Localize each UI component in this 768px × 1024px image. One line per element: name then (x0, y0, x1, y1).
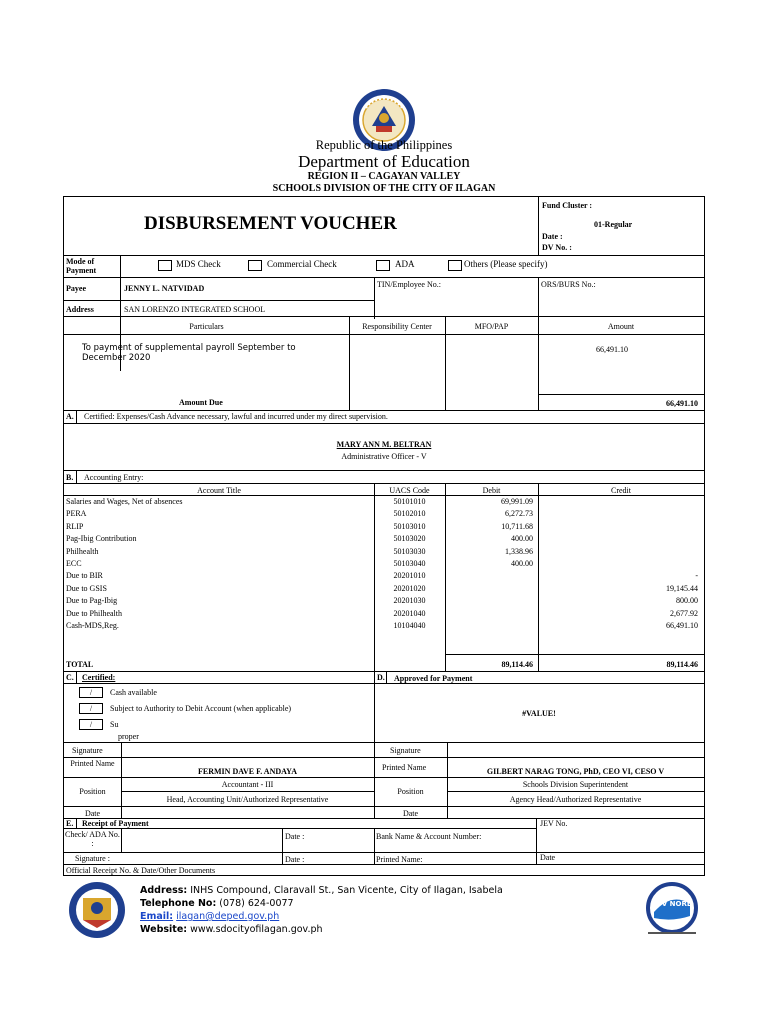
credit-header: Credit (611, 486, 631, 495)
section-a-letter: A. (66, 412, 74, 421)
payee-label: Payee (66, 284, 86, 293)
others-label: Others (Please specify) (464, 259, 548, 269)
section-d-position-label: Position (397, 787, 424, 796)
footer-email-link[interactable]: ilagan@deped.gov.ph (176, 911, 280, 922)
fund-cluster-value: 01-Regular (594, 220, 633, 229)
section-a-signatory-name: MARY ANN M. BELTRAN (336, 440, 432, 449)
division-text: SCHOOLS DIVISION OF THE CITY OF ILAGAN (272, 183, 496, 194)
section-a-certification: Certified: Expenses/Cash Advance necessary, lawful and incurred under my direct supervision. (84, 412, 388, 421)
uacs-code-cell: 50103040 (393, 559, 426, 568)
particulars-line-2: December 2020 (82, 353, 151, 363)
footer-telephone-label: Telephone No: (140, 898, 217, 909)
account-title-cell: Due to Pag-Ibig (66, 596, 118, 606)
amount-due-label: Amount Due (179, 398, 223, 407)
debit-cell: 1,338.96 (505, 546, 533, 556)
particulars-amount: 66,491.10 (596, 345, 628, 354)
section-e-signature-label: Signature : (75, 854, 110, 863)
account-title-cell: RLIP (66, 521, 84, 531)
footer-email (140, 910, 279, 923)
authority-to-debit-checkbox[interactable]: / (79, 703, 103, 714)
section-d-date-label: Date (402, 809, 419, 818)
tuv-nord-logo-text: TÜV NORD (651, 900, 693, 908)
cash-available-label: Cash available (110, 688, 157, 697)
section-c-printed-name-label: Printed Name (70, 759, 115, 768)
responsibility-center-header: Responsibility Center (362, 322, 432, 331)
republic-text: Republic of the Philippines (315, 138, 453, 152)
footer-website (140, 923, 323, 936)
others-checkbox[interactable] (448, 260, 462, 271)
section-d-letter: D. (377, 673, 385, 682)
account-title-cell: Due to BIR (66, 571, 103, 581)
supporting-documents-label: Su (110, 720, 119, 729)
account-title-cell: Salaries and Wages, Net of absences (66, 497, 183, 506)
amount-header: Amount (607, 322, 635, 331)
department-title: Department of Education (298, 152, 470, 171)
disbursement-voucher-form (63, 196, 705, 876)
supporting-documents-checkbox[interactable]: / (79, 719, 103, 730)
fund-cluster-label: Fund Cluster : (542, 201, 593, 210)
mds-check-checkbox[interactable] (158, 260, 172, 271)
debit-cell: 69,991.09 (501, 497, 533, 506)
section-e-letter: E. (66, 819, 74, 828)
mfo-pap-header: MFO/PAP (474, 322, 509, 331)
section-e-printed-name-label: Printed Name: (376, 855, 423, 864)
section-d-position-1: Schools Division Superintendent (522, 780, 629, 789)
uacs-code-cell: 50102010 (393, 509, 426, 519)
debit-cell: 6,272.73 (505, 509, 533, 519)
division-logo (62, 880, 132, 940)
credit-cell: 66,491.10 (666, 621, 698, 630)
ors-burs-label: ORS/BURS No.: (541, 280, 596, 289)
approval-value-error: #VALUE! (522, 709, 556, 718)
footer-website-link[interactable]: www.sdocityofilagan.gov.ph (190, 924, 323, 935)
footer-telephone (140, 897, 294, 910)
account-title-cell: Philhealth (66, 546, 99, 556)
cash-available-checkbox[interactable]: / (79, 687, 103, 698)
uacs-code-cell: 20201010 (393, 571, 426, 581)
footer-address (140, 884, 503, 897)
authority-to-debit-label: Subject to Authority to Debit Account (when applicable) (110, 704, 292, 713)
check-ada-no-label: Check/ ADA No. : (65, 830, 120, 848)
credit-cell: 2,677.92 (670, 608, 698, 618)
uacs-code-cell: 50103020 (393, 534, 426, 544)
credit-cell: - (695, 571, 698, 581)
uacs-code-header: UACS Code (389, 486, 430, 495)
section-b-letter: B. (66, 473, 74, 482)
section-c-position-label: Position (79, 787, 106, 796)
commercial-check-checkbox[interactable] (248, 260, 262, 271)
supporting-documents-proper: proper (118, 732, 139, 741)
uacs-code-cell: 50101010 (393, 497, 426, 506)
section-e-label: Receipt of Payment (82, 819, 149, 828)
uacs-code-cell: 10104040 (393, 621, 426, 630)
footer-address-label: Address: (140, 885, 188, 896)
section-a-signatory-position: Administrative Officer - V (341, 452, 427, 461)
tin-label: TIN/Employee No.: (377, 280, 441, 289)
credit-cell: 800.00 (676, 596, 698, 606)
date-label: Date : (542, 232, 563, 241)
bank-account-label: Bank Name & Account Number: (376, 832, 482, 841)
dv-no-label: DV No. : (542, 243, 572, 252)
uacs-code-cell: 50103010 (393, 521, 426, 531)
debit-cell: 400.00 (511, 534, 533, 544)
account-title-header: Account Title (197, 486, 241, 495)
footer-address-value: INHS Compound, Claravall St., San Vicente, City of Ilagan, Isabela (190, 885, 503, 896)
section-e-date-label-2: Date : (285, 855, 305, 864)
section-e-date2-label: Date (540, 853, 556, 862)
footer-email-label: Email: (140, 911, 174, 922)
account-title-cell: Cash-MDS,Reg. (66, 621, 119, 630)
uacs-code-cell: 20201040 (393, 608, 426, 618)
section-c-label: Certified: (82, 673, 116, 682)
mode-of-payment-label: Mode of Payment (66, 257, 97, 275)
particulars-header: Particulars (189, 322, 224, 331)
section-c-date-label: Date (84, 809, 101, 818)
account-title-cell: ECC (66, 559, 82, 568)
section-c-letter: C. (66, 673, 74, 682)
section-c-position-1: Accountant - III (221, 780, 274, 789)
credit-cell: 19,145.44 (666, 583, 698, 593)
mds-check-label: MDS Check (176, 259, 221, 269)
account-title-cell: Due to Philhealth (66, 608, 122, 618)
section-d-position-2: Agency Head/Authorized Representative (509, 795, 642, 804)
uacs-code-cell: 20201020 (393, 583, 426, 593)
uacs-code-cell: 50103030 (393, 546, 426, 556)
footer-website-label: Website: (140, 924, 188, 935)
section-d-printed-name-label: Printed Name (382, 763, 427, 772)
region-text: REGION II – CAGAYAN VALLEY (307, 171, 461, 182)
account-title-cell: PERA (66, 509, 87, 519)
debit-cell: 400.00 (511, 559, 533, 568)
voucher-title: DISBURSEMENT VOUCHER (144, 213, 397, 234)
address-value: SAN LORENZO INTEGRATED SCHOOL (124, 305, 266, 314)
address-label: Address (66, 305, 94, 314)
amount-due-value: 66,491.10 (666, 399, 698, 408)
section-d-printed-name: GILBERT NARAG TONG, PhD, CEO VI, CESO V (486, 767, 665, 776)
jev-no-label: JEV No. (540, 819, 568, 828)
ada-checkbox[interactable] (376, 260, 390, 271)
section-c-signature-label: Signature (72, 746, 103, 755)
section-e-date-label: Date : (285, 832, 305, 841)
ada-label: ADA (395, 259, 415, 269)
account-title-cell: Pag-Ibig Contribution (66, 534, 137, 544)
section-d-signature-label: Signature (390, 746, 421, 755)
section-c-printed-name: FERMIN DAVE F. ANDAYA (198, 767, 297, 776)
account-title-cell: Due to GSIS (66, 583, 107, 593)
section-c-position-2: Head, Accounting Unit/Authorized Representative (166, 795, 329, 804)
debit-header: Debit (482, 486, 501, 495)
total-label: TOTAL (66, 660, 94, 669)
section-d-label: Approved for Payment (394, 674, 473, 683)
footer-telephone-value: (078) 624-0077 (219, 898, 294, 909)
commercial-check-label: Commercial Check (267, 259, 337, 269)
payee-value: JENNY L. NATVIDAD (124, 284, 205, 293)
particulars-line-1: To payment of supplemental payroll September to (82, 343, 296, 353)
section-b-label: Accounting Entry: (84, 473, 144, 482)
uacs-code-cell: 20201030 (393, 596, 426, 606)
total-debit: 89,114.46 (501, 660, 533, 669)
tuv-nord-certification-logo (640, 882, 704, 938)
debit-cell: 10,711.68 (501, 521, 533, 531)
total-credit: 89,114.46 (666, 660, 698, 669)
official-receipt-label: Official Receipt No. & Date/Other Documents (66, 866, 216, 875)
